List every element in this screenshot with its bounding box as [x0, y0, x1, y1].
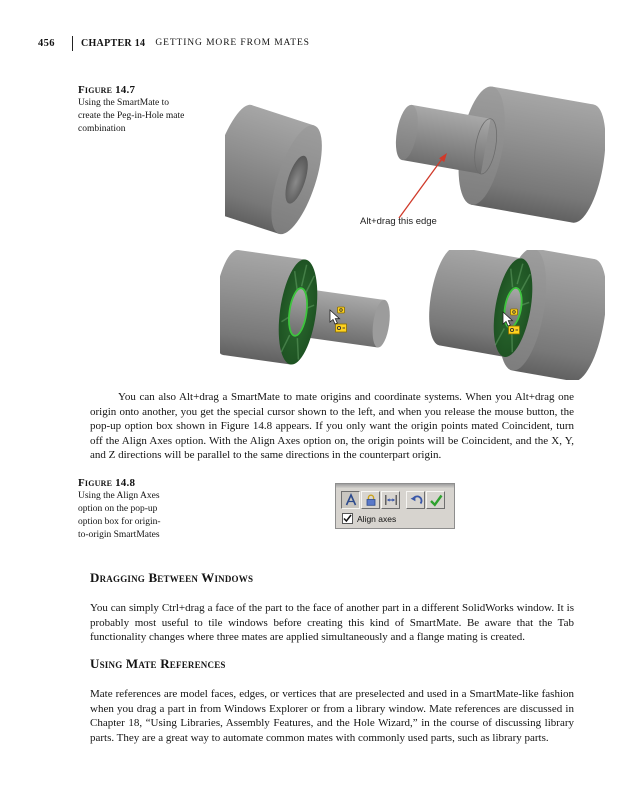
alt-drag-annotation: Alt+drag this edge — [360, 216, 437, 227]
dragging-between-windows-paragraph: You can simply Ctrl+drag a face of the part to the face of another part in a different SolidWorks window. It is probably most useful to tile windows before creating this kind of SmartMate. Be aware that the Tab functionality changes where three mates are applied simultaneously and a flange mating is created. — [90, 602, 574, 644]
section-heading-dragging-between-windows: Dragging Between Windows — [90, 570, 254, 585]
header-divider — [72, 36, 73, 51]
align-axes-checkbox — [342, 513, 353, 524]
washer-part — [225, 100, 332, 240]
check-icon — [429, 493, 443, 507]
intro-paragraph: You can also Alt+drag a SmartMate to mate origins and coordinate systems. When you Alt+drag one origin onto another, you get the special cursor shown to the left, and when you release the mouse button, the pop-up option box shown in Figure 14.8 appears. If you only want the origin points mated Coincident, turn off the Align Axes option. With the Align Axes option on, the origin points will be Coincident, and the X, Y, and Z directions will be parallel to the same directions in the counterpart origin. — [90, 391, 574, 462]
popup-option-box — [335, 483, 455, 529]
undo-icon — [409, 493, 423, 507]
figure-14-8-label: Figure 14.8 — [78, 477, 136, 489]
figure-14-7-image-bottom — [220, 250, 605, 380]
chapter-label: CHAPTER 14 — [80, 37, 146, 49]
figure-14-7-caption-block — [78, 84, 190, 136]
page-header — [38, 34, 310, 52]
distance-mate-button — [381, 491, 400, 509]
align-axes-row — [342, 513, 396, 524]
using-mate-references-paragraph: Mate references are model faces, edges, or vertices that are preselected and used in a SmartMate-like fashion when you drag a part in from Windows Explorer or from a library window. Mate references are discussed in Chapter 18, “Using Libraries, Assembly Features, and the Hole Wizard,” in the course of discussing library parts. They are a great way to automate common mates with commonly used parts, such as library parts. — [90, 688, 574, 744]
option-box-grip — [336, 484, 454, 489]
figure-14-7-caption: Using the SmartMate to create the Peg-in-Hole mate combination — [78, 98, 185, 134]
peg-part — [387, 78, 605, 226]
coincident-mate-button — [341, 491, 360, 509]
accept-button — [426, 491, 445, 509]
section-heading-using-mate-references: Using Mate References — [90, 656, 226, 671]
checkmark-icon — [343, 514, 352, 523]
mated-assembly-left — [220, 250, 396, 377]
figure-14-7-label: Figure 14.7 — [78, 84, 136, 96]
figure-14-8-caption-block — [78, 477, 164, 542]
option-box-buttons — [341, 491, 445, 509]
undo-button — [406, 491, 425, 509]
lock-icon — [364, 493, 378, 507]
lock-mate-button — [361, 491, 380, 509]
distance-icon — [384, 493, 398, 507]
page-number: 456 — [38, 37, 55, 49]
coincident-mate-icon — [344, 493, 358, 507]
align-axes-label: Align axes — [357, 513, 397, 524]
chapter-title: GETTING MORE FROM MATES — [155, 38, 310, 48]
figure-14-8-caption: Using the Align Axes option on the pop-up option box for origin-to-origin SmartMates — [78, 491, 161, 540]
